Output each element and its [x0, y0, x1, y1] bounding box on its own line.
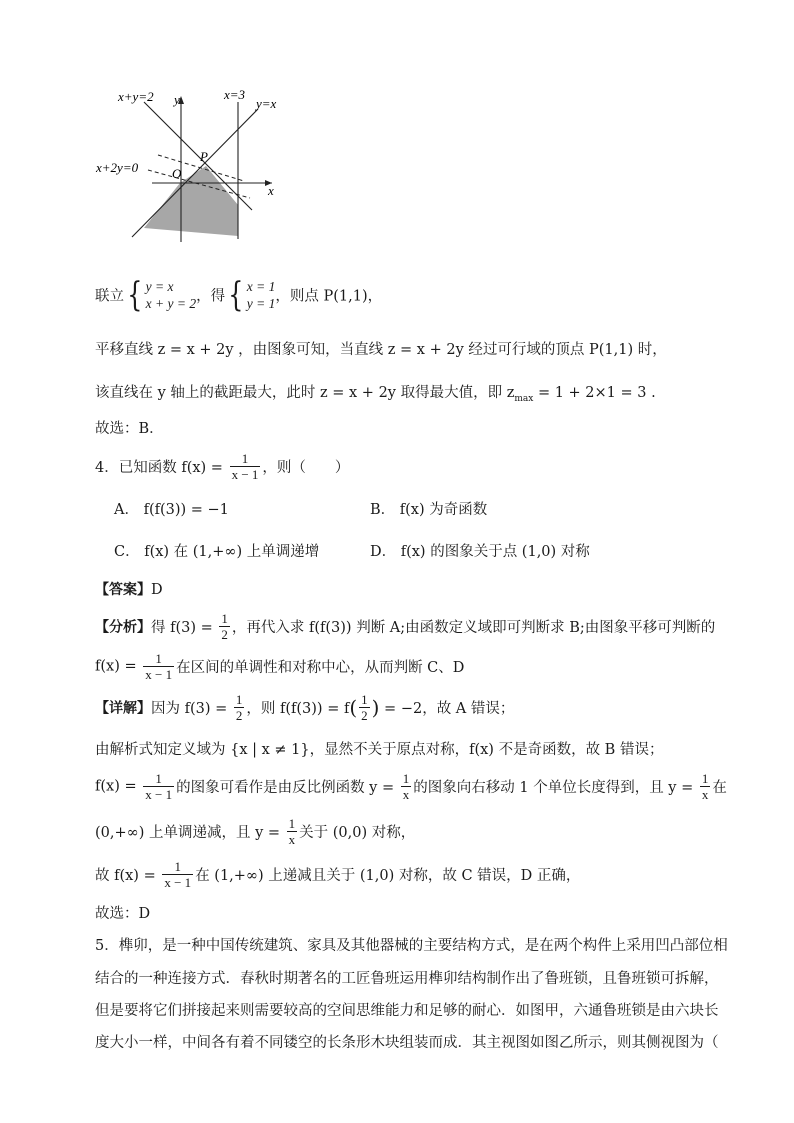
text: 因为 f(3) = — [151, 701, 232, 717]
q5-line-3: 但是要将它们拼接起来则需要较高的空间思维能力和足够的耐心．如图甲，六通鲁班锁是由六块长 — [95, 1003, 719, 1019]
numerator: 1 — [155, 771, 162, 786]
equation: x + y = 2 — [145, 296, 197, 311]
fraction — [143, 652, 174, 681]
text: 故 f(x) = — [95, 868, 161, 884]
q4-detail-line-3 — [95, 772, 727, 801]
numerator: 1 — [155, 651, 162, 666]
label-y: y — [174, 92, 180, 107]
denominator: x — [701, 787, 709, 802]
answer-value: D — [151, 582, 163, 598]
q4-option-b: B． f(x) 为奇函数 — [370, 502, 488, 518]
label-y-eq-x: y=x — [256, 96, 277, 111]
denominator: x − 1 — [145, 667, 173, 682]
q4-option-d: D． f(x) 的图象关于点 (1,0) 对称 — [370, 544, 590, 560]
fraction — [401, 772, 412, 801]
brace: { — [228, 275, 244, 315]
q5-line-1: 5．榫卯，是一种中国传统建筑、家具及其他器械的主要结构方式，是在两个构件上采用凹凸部位相 — [95, 938, 728, 954]
numerator: 1 — [402, 771, 410, 786]
q4-detail-line-4 — [95, 817, 415, 846]
paren: ) — [371, 695, 380, 720]
numerator: 1 — [288, 816, 296, 831]
solve-system-line — [95, 275, 383, 315]
q4-option-a: A． f(f(3)) = −1 — [114, 502, 229, 518]
q3-choice: 故选：B． — [95, 421, 164, 437]
analysis-tag: 【分析】 — [95, 619, 151, 636]
label-x-plus-y-eq-2: x+y=2 — [118, 89, 154, 104]
text: f(x) = — [95, 658, 142, 675]
fraction — [219, 612, 230, 641]
paren: ( — [349, 695, 358, 720]
numerator: 1 — [235, 692, 243, 707]
system-2 — [247, 278, 276, 312]
label-p: P — [200, 149, 208, 164]
text: 联立 — [95, 288, 124, 305]
denominator: 2 — [361, 708, 368, 723]
text: f(x) = — [95, 778, 142, 795]
solution-line-2: 平移直线 z = x + 2y ，由图象可知，当直线 z = x + 2y 经过可行域的顶点 P(1,1) 时， — [95, 342, 667, 358]
q4-answer — [95, 579, 163, 599]
text: 关于 (0,0) 对称， — [299, 825, 416, 841]
detail-tag: 【详解】 — [95, 700, 151, 717]
q4-choice: 故选：D — [95, 906, 151, 922]
fraction — [143, 772, 174, 801]
denominator: x − 1 — [145, 787, 173, 802]
fraction — [230, 452, 261, 481]
label-x-eq-3: x=3 — [224, 87, 246, 102]
denominator: x − 1 — [164, 875, 192, 890]
denominator: 2 — [221, 627, 228, 642]
q4-stem — [95, 452, 349, 481]
numerator: 1 — [361, 692, 368, 707]
text: 该直线在 y 轴上的截距最大，此时 z = x + 2y 取得最大值，即 z — [95, 385, 515, 401]
fraction — [359, 693, 370, 722]
numerator: 1 — [174, 859, 182, 874]
numerator: 1 — [701, 771, 709, 786]
equation: x = 1 — [246, 279, 276, 294]
text: = 1 + 2×1 = 3 . — [533, 385, 656, 401]
fraction — [234, 693, 245, 722]
q4-detail-line-5 — [95, 860, 580, 889]
denominator: x − 1 — [231, 467, 259, 482]
q5-line-2: 结合的一种连接方式．春秋时期著名的工匠鲁班运用榫卯结构制作出了鲁班锁，且鲁班锁可拆解， — [95, 971, 719, 987]
label-x: x — [268, 183, 274, 198]
text: 得 f(3) = — [151, 620, 218, 636]
text: 的图象向右移动 1 个单位长度得到，且 y = — [413, 780, 698, 796]
text: ，则点 P(1,1)， — [275, 288, 383, 305]
q4-option-c: C． f(x) 在 (1,+∞) 上单调递增 — [114, 544, 320, 560]
text: ，则（ ） — [262, 460, 350, 476]
text: = −2，故 A 错误； — [379, 701, 515, 717]
q4-analysis-line-2 — [95, 652, 464, 681]
label-origin: O — [172, 166, 182, 181]
denominator: 2 — [235, 708, 243, 723]
text: ，则 f(f(3)) = f — [246, 701, 350, 717]
text: 在 — [712, 780, 727, 796]
equation: y = x — [145, 279, 174, 294]
text: 在区间的单调性和对称中心，从而判断 C、D — [176, 660, 465, 676]
subscript: max — [514, 393, 534, 404]
text: ，再代入求 f(f(3)) 判断 A;由函数定义域即可判断求 B;由图象平移可判断的 — [231, 620, 716, 636]
text: (0,+∞) 上单调递减，且 y = — [95, 825, 285, 841]
fraction — [162, 860, 193, 889]
feasible-region-graph — [92, 84, 292, 244]
denominator: x — [402, 787, 410, 802]
label-x-plus-2y-eq-0: x+2y=0 — [96, 160, 139, 175]
equation: y = 1 — [246, 296, 276, 311]
fraction — [287, 817, 298, 846]
q5-line-4: 度大小一样，中间各有着不同镂空的长条形木块组装而成．其主视图如图乙所示，则其侧视图为（ — [95, 1035, 719, 1051]
q4-detail-line-1 — [95, 693, 514, 722]
numerator: 1 — [221, 611, 228, 626]
denominator: x — [288, 832, 296, 847]
fraction — [700, 772, 711, 801]
answer-tag: 【答案】 — [95, 582, 151, 598]
solution-line-3 — [95, 381, 656, 404]
q4-detail-line-2: 由解析式知定义域为 {x | x ≠ 1}，显然不关于原点对称，f(x) 不是奇函数，故 B 错误； — [95, 742, 664, 758]
text: ，得 — [196, 288, 226, 305]
text: 在 (1,+∞) 上递减且关于 (1,0) 对称，故 C 错误，D 正确， — [195, 868, 581, 884]
brace: { — [127, 275, 143, 315]
text: 4．已知函数 f(x) = — [95, 460, 228, 476]
q4-analysis-line-1 — [95, 612, 715, 641]
system-1 — [146, 278, 196, 312]
text: 的图象可看作是由反比例函数 y = — [176, 780, 399, 796]
numerator: 1 — [241, 451, 249, 466]
